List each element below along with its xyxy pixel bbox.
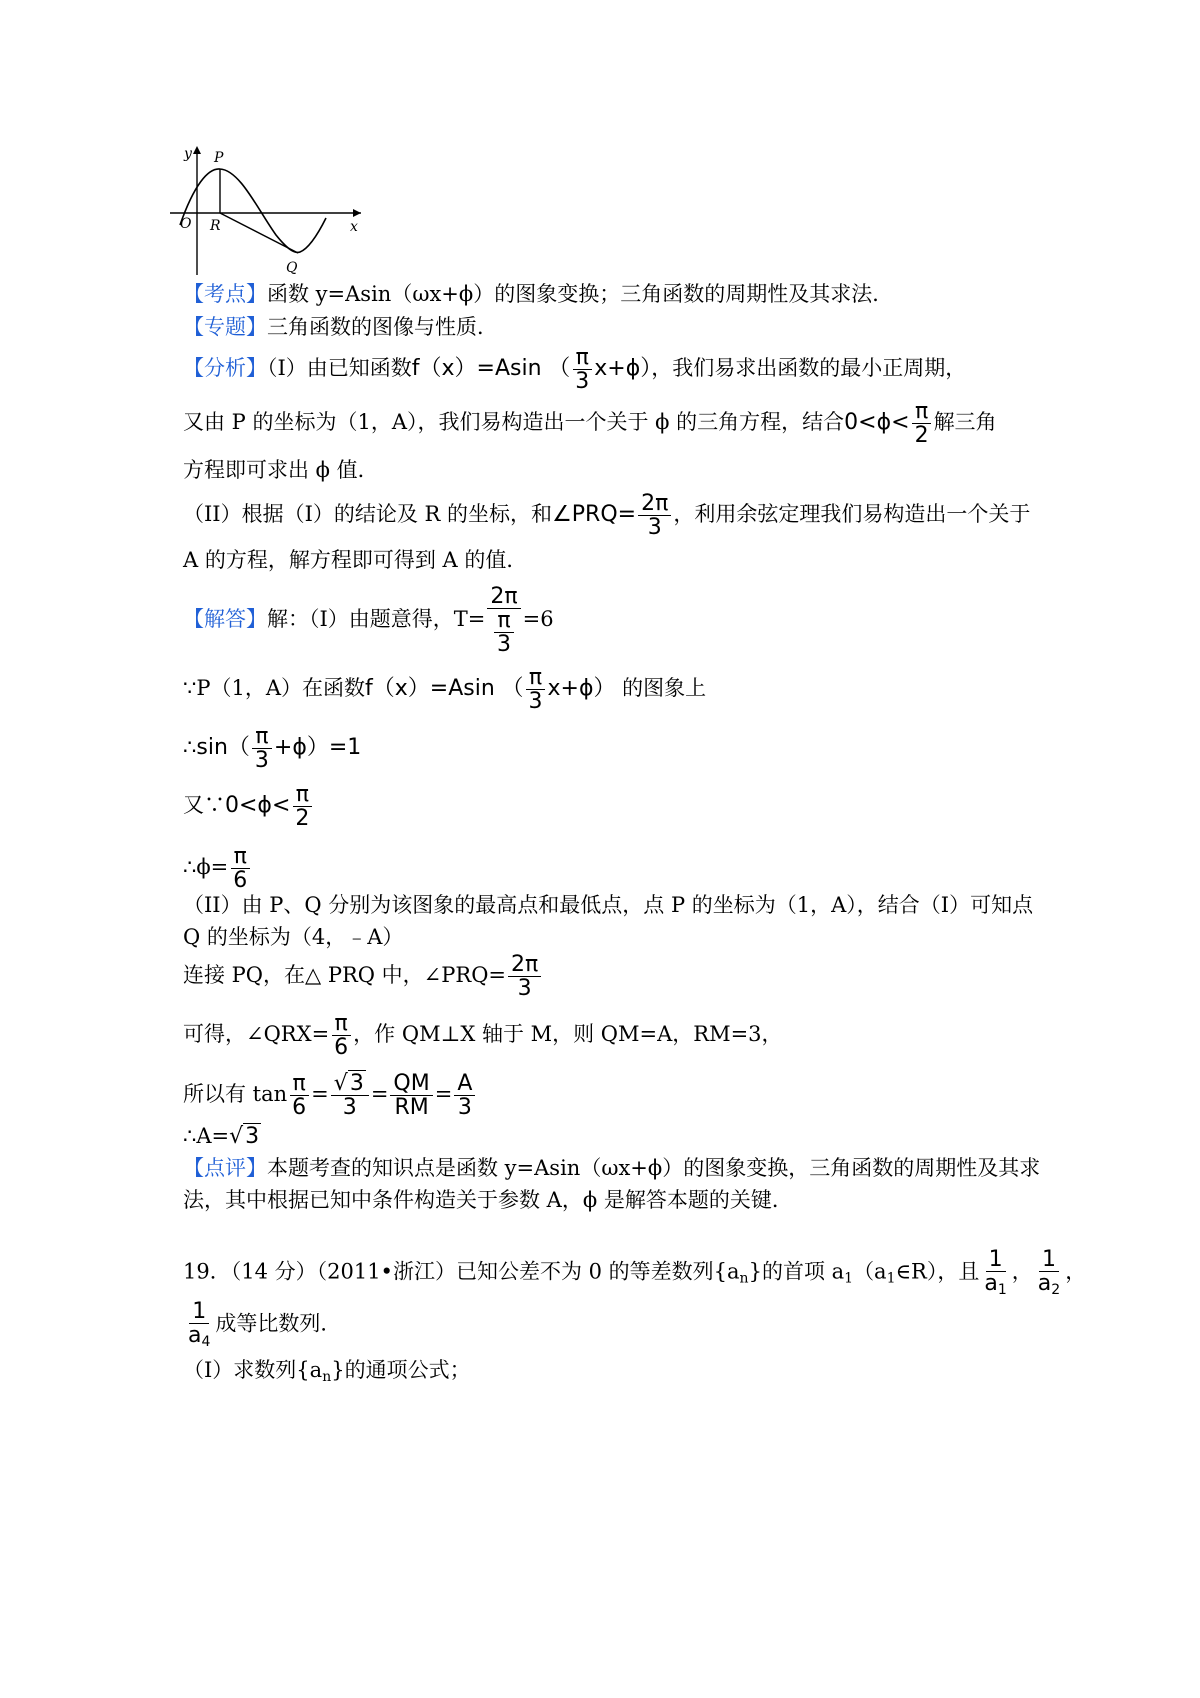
tag-zhuanti: 【专题】 [183,315,267,339]
frac-den-sub: 2 [1051,1282,1061,1299]
segment-rq [220,213,298,253]
label-p: P [214,150,224,166]
q19-text-d: ∈R），且 [895,1259,980,1284]
fenxi-paren: （ [548,356,571,382]
frac-den: 3 [497,632,512,658]
label-y: y [184,146,192,162]
fenxi-text-4c: ，利用余弦定理我们易构造出一个关于 [673,502,1031,527]
frac-den: 2 [295,806,310,832]
dianping-line-2 [183,1188,793,1213]
jieda-text-6: （II）由 P、Q 分别为该图象的最高点和最低点，点 P 的坐标为（1，A），结合（I）可知点 [183,893,1034,917]
sqrt-3: √3 [229,1124,260,1149]
jieda-line-8 [183,953,543,1000]
fenxi-ineq: 0<ϕ< [844,410,910,436]
q19-text-b: }的首项 a [748,1259,845,1284]
frac-den: 3 [342,1095,357,1121]
frac-den-var: a [984,1271,998,1297]
frac-den [1035,1272,1063,1298]
q19-text-c: （a [853,1259,887,1284]
jieda-line-11 [183,1124,261,1150]
frac-2pi-over-3 [638,492,671,539]
q19-sub-n: n [739,1270,749,1287]
jieda-text-2a: ∵P（1，A）在函数 [183,676,366,701]
frac-pi-over-6 [331,1012,351,1059]
dianping-line-1 [183,1156,1040,1181]
jieda-eq-2: = [370,1082,389,1107]
frac-den-sub: 4 [201,1334,211,1351]
frac-1-over-a1 [981,1248,1009,1298]
q19c-text-b: }的通项公式； [331,1358,471,1382]
q19-comma-1: ， [1011,1259,1033,1284]
frac-num: A [454,1072,475,1096]
jieda-text-3a: ∴ [183,735,197,760]
fenxi-arg: x+ϕ） [594,356,652,382]
sqrt-sign: √3 [333,1071,364,1096]
fenxi-func: f（x）=Asin [411,356,542,382]
fenxi-text-5: A 的方程，解方程即可得到 A 的值． [183,548,528,572]
fenxi-text-4a: （II）根据（I）的结论及 R 的坐标，和 [183,502,553,527]
jieda-text-10a: 所以有 tan [183,1082,288,1107]
frac-pi-over-3 [252,725,272,772]
fenxi-line-5 [183,548,527,573]
frac-pi-over-6 [230,845,250,892]
jieda-line-3 [183,725,361,772]
q19c-text-a: （Ⅰ）求数列{a [183,1358,323,1382]
zhuanti-text: 三角函数的图像与性质． [267,315,498,339]
jieda-text-7: Q 的坐标为（4，﹣A） [183,925,404,949]
tag-fenxi: 【分析】 [183,356,267,381]
frac-num: 1 [986,1248,1006,1272]
frac-num [331,1072,369,1096]
q19b-text: 成等比数列． [215,1311,342,1336]
frac-den-var: a [188,1323,202,1349]
frac-a-over-3 [454,1072,475,1119]
frac-num: π [494,609,513,633]
jieda-line-10 [183,1072,477,1119]
frac-num: π [231,845,250,869]
label-o: O [180,216,192,232]
frac-den: 6 [292,1095,307,1121]
frac-num: π [252,725,271,749]
jieda-line-7 [183,925,403,950]
kaodian-line [183,282,893,307]
frac-period [487,585,520,656]
kaodian-text: 函数 y=Asin（ωx+ϕ）的图象变换；三角函数的周期性及其求法． [267,282,894,306]
jieda-text-9b: ，作 QM⊥X 轴于 M，则 QM=A，RM=3， [353,1022,783,1047]
frac-den: RM [394,1095,429,1121]
frac-den: 3 [647,515,662,541]
label-q: Q [286,260,298,276]
q19-sub-1: 1 [844,1270,854,1287]
q19-comma-2: ， [1065,1259,1087,1284]
question-19-line-1 [183,1248,1086,1298]
q19-text-a: 19．（14 分）（2011•浙江）已知公差不为 0 的等差数列{a [183,1259,740,1284]
q19-sub-1b: 1 [886,1270,896,1287]
frac-2pi-over-3 [508,953,541,1000]
frac-den [981,1272,1009,1298]
frac-num: π [332,1012,351,1036]
frac-num: 2π [487,585,520,609]
fenxi-text-2c: 解三角 [933,410,997,435]
sqrt-radicand: 3 [245,1124,260,1149]
frac-den: 3 [528,689,543,715]
frac-pi-over-3 [572,346,592,393]
frac-pi-over-2 [912,400,932,447]
jieda-arg: x+ϕ） [547,676,616,702]
jieda-eq-3: = [434,1082,453,1107]
frac-den-var: a [1037,1271,1052,1297]
label-r: R [210,218,221,234]
frac-qm-over-rm [390,1072,432,1119]
frac-num: π [912,400,931,424]
frac-den: 3 [575,369,590,395]
frac-den: 3 [517,976,532,1002]
tag-kaodian: 【考点】 [183,282,267,306]
fenxi-text-2a: 又由 P 的坐标为（1，A），我们易构造出一个关于 ϕ 的三角方程，结合 [183,410,845,435]
jieda-sin-arg: +ϕ）=1 [273,735,362,761]
frac-num: π [293,783,312,807]
frac-den [489,609,519,656]
frac-den: 6 [334,1035,349,1061]
frac-num: 2π [638,492,671,516]
frac-den [185,1324,213,1350]
fenxi-text-1a: （I）由已知函数 [267,356,412,381]
fenxi-text-1e: ，我们易求出函数的最小正周期， [651,356,967,381]
fenxi-line-3 [183,458,379,483]
fenxi-text-3: 方程即可求出 ϕ 值． [183,458,379,482]
jieda-text-8a: 连接 PQ，在△ PRQ 中，∠PRQ= [183,963,507,988]
jieda-line-2 [183,666,706,713]
jieda-text-1b: =6 [522,607,554,632]
jieda-line-1 [183,585,554,656]
frac-den: 6 [233,868,248,894]
frac-pi-over-6 [289,1072,309,1119]
label-x: x [350,219,358,235]
frac-1-over-a4 [185,1300,213,1350]
y-axis-arrow [193,146,201,154]
sqrt-radicand: 3 [349,1071,364,1096]
jieda-text-2e: 的图象上 [622,676,707,701]
jieda-text-11a: ∴A= [183,1124,230,1148]
jieda-text-4a: 又∵ [183,793,225,818]
zhuanti-line [183,315,498,340]
jieda-ineq: 0<ϕ< [225,793,291,819]
jieda-text-9a: 可得，∠QRX= [183,1022,330,1047]
x-axis-arrow [353,209,361,217]
jieda-eq-1: = [311,1082,329,1107]
jieda-line-9 [183,1012,783,1059]
jieda-paren: （ [501,676,524,702]
sine-graph-figure [168,140,378,280]
jieda-line-4 [183,783,314,830]
frac-pi-over-3-inner [494,609,514,656]
frac-num: 1 [189,1300,209,1324]
jieda-func: f（x）=Asin [365,676,495,702]
question-19-line-2 [183,1300,341,1350]
fenxi-line-2 [183,400,997,447]
sine-curve [180,169,326,253]
jieda-line-5 [183,845,252,892]
frac-num: π [573,346,592,370]
frac-sqrt3-over-3 [331,1072,369,1119]
frac-num: π [290,1072,309,1096]
jieda-text-1a: 解：（I）由题意得，T= [267,607,486,632]
frac-num: 1 [1039,1248,1059,1272]
tag-dianping: 【点评】 [183,1156,267,1180]
jieda-text-5a: ∴ϕ= [183,855,229,880]
frac-num: QM [390,1072,432,1096]
dianping-text-1: 本题考查的知识点是函数 y=Asin（ωx+ϕ）的图象变换，三角函数的周期性及其求 [267,1156,1041,1180]
fenxi-angle: ∠PRQ= [552,502,637,528]
frac-1-over-a2 [1035,1248,1063,1298]
jieda-line-6 [183,893,1033,918]
frac-den: 3 [254,748,269,774]
dianping-text-2: 法，其中根据已知中条件构造关于参数 A，ϕ 是解答本题的关键． [183,1188,793,1212]
frac-den: 3 [457,1095,472,1121]
frac-pi-over-2 [292,783,312,830]
frac-num: 2π [508,953,541,977]
question-19-part-1 [183,1358,471,1386]
frac-den: 2 [914,423,929,449]
fenxi-line-4 [183,492,1030,539]
q19c-sub-n: n [322,1369,332,1385]
frac-den-sub: 1 [997,1282,1007,1299]
jieda-sin: sin（ [196,735,250,761]
frac-pi-over-3 [526,666,546,713]
frac-num: π [526,666,545,690]
fenxi-line-1 [183,346,966,393]
tag-jieda: 【解答】 [183,607,267,632]
